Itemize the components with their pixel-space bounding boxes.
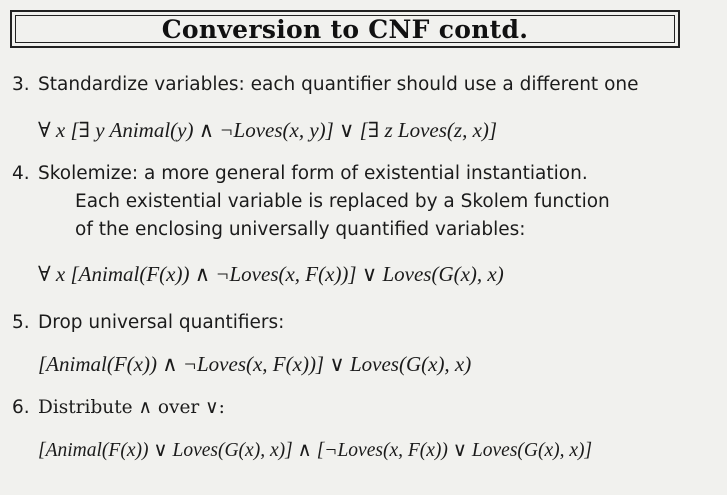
step-text: Distribute ∧ over ∨:: [38, 397, 225, 418]
step-text: Standardize variables: each quantifier should use a different one: [38, 74, 639, 95]
title-frame: [10, 10, 680, 48]
slide-title: Conversion to CNF contd.: [161, 14, 529, 44]
step-4-formula: ∀ x [Animal(F(x)) ∧ ¬Loves(x, F(x))] ∨ Loves(G(x), x): [38, 262, 504, 286]
step-4: [12, 163, 588, 184]
step-text: Skolemize: a more general form of existential instantiation.: [38, 163, 588, 184]
step-6: [12, 397, 225, 418]
step-6-formula: [Animal(F(x)) ∨ Loves(G(x), x)] ∧ [¬Loves(x, F(x)) ∨ Loves(G(x), x)]: [38, 440, 593, 461]
step-number: 5.: [12, 312, 30, 333]
step-5-formula: [Animal(F(x)) ∧ ¬Loves(x, F(x))] ∨ Loves(G(x), x): [38, 352, 472, 376]
step-5: [12, 312, 284, 333]
step-4-continuation-2: of the enclosing universally quantified variables:: [75, 219, 526, 240]
title-inner-frame: [15, 15, 675, 43]
step-4-continuation-1: Each existential variable is replaced by a Skolem function: [75, 191, 610, 212]
step-3: [12, 74, 639, 95]
step-number: 4.: [12, 163, 30, 184]
step-text: Drop universal quantifiers:: [38, 312, 285, 333]
step-number: 6.: [12, 397, 30, 418]
step-3-formula: ∀ x [∃ y Animal(y) ∧ ¬Loves(x, y)] ∨ [∃ z Loves(z, x)]: [38, 118, 498, 142]
step-number: 3.: [12, 74, 30, 95]
